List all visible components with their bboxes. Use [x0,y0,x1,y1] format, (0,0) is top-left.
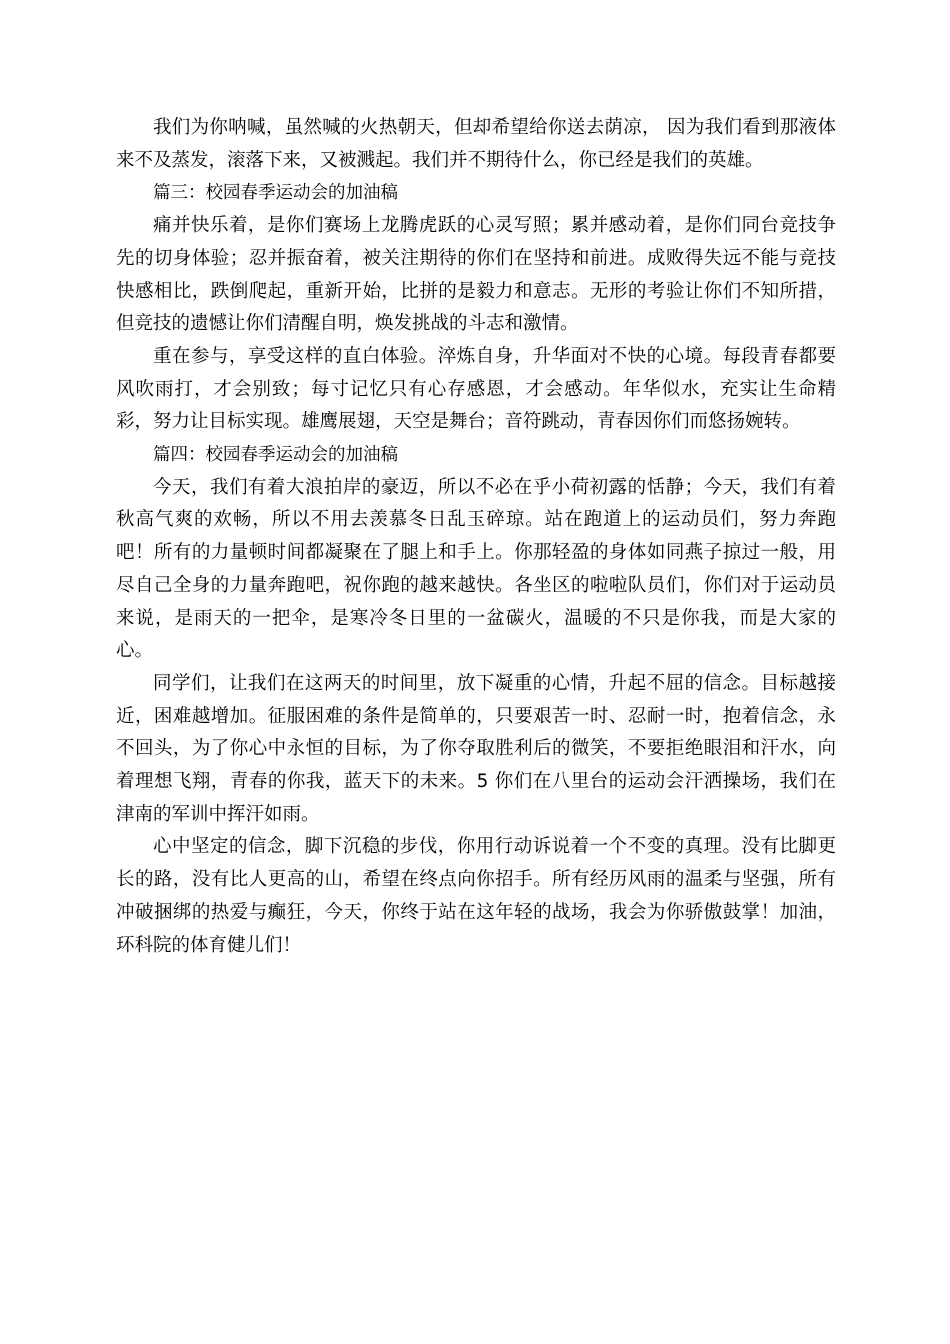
paragraph-2: 痛并快乐着，是你们赛场上龙腾虎跃的心灵写照；累并感动着，是你们同台竞技争先的切身体验；忍并振奋着，被关注期待的你们在坚持和前进。成败得失远不能与竞技快感相比，跌倒爬起，重新开始，比拼的是毅力和意志。无形的考验让你们不知所措，但竞技的遗憾让你们清醒自明，焕发挑战的斗志和激情。 [116,215,836,335]
paragraph-6: 心中坚定的信念，脚下沉稳的步伐，你用行动诉说着一个不变的真理。没有比脚更长的路，没有比人更高的山，希望在终点向你招手。所有经历风雨的温柔与坚强，所有冲破捆绑的热爱与癫狂，今天，你终于站在这年轻的战场，我会为你骄傲鼓掌！加油，环科院的体育健儿们！ [116,836,836,956]
paragraph-1: 我们为你呐喊，虽然喊的火热朝天，但却希望给你送去荫凉， 因为我们看到那液体来不及蒸发，滚落下来，又被溅起。我们并不期待什么，你已经是我们的英雄。 [116,117,836,171]
section-heading-3: 篇三：校园春季运动会的加油稿 [153,183,398,204]
paragraph-4: 今天，我们有着大浪拍岸的豪迈，所以不必在乎小荷初露的恬静；今天，我们有着秋高气爽的欢畅，所以不用去羡慕冬日乱玉碎琼。站在跑道上的运动员们，努力奔跑吧！所有的力量顿时间都凝聚在了腿上和手上。你那轻盈的身体如同燕子掠过一般，用尽自己全身的力量奔跑吧，祝你跑的越来越快。各坐区的啦啦队员们，你们对于运动员来说，是雨天的一把伞，是寒冷冬日里的一盆碳火，温暖的不只是你我，而是大家的心。 [116,476,836,662]
paragraph-3: 重在参与，享受这样的直白体验。淬炼自身，升华面对不快的心境。每段青春都要风吹雨打，才会别致；每寸记忆只有心存感恩，才会感动。年华似水，充实让生命精彩，努力让目标实现。雄鹰展翅，天空是舞台；音符跳动，青春因你们而悠扬婉转。 [116,345,836,433]
paragraph-5: 同学们，让我们在这两天的时间里，放下凝重的心情，升起不屈的信念。目标越接近，困难越增加。征服困难的条件是简单的，只要艰苦一时、忍耐一时，抱着信念，永不回头，为了你心中永恒的目标，为了你夺取胜利后的微笑，不要拒绝眼泪和汗水，向着理想飞翔，青春的你我，蓝天下的未来。5 你们在八里台的运动会汗洒操场，我们在津南的军训中挥汗如雨。 [116,672,836,825]
document-body [116,112,836,962]
section-heading-4: 篇四：校园春季运动会的加油稿 [153,445,398,466]
